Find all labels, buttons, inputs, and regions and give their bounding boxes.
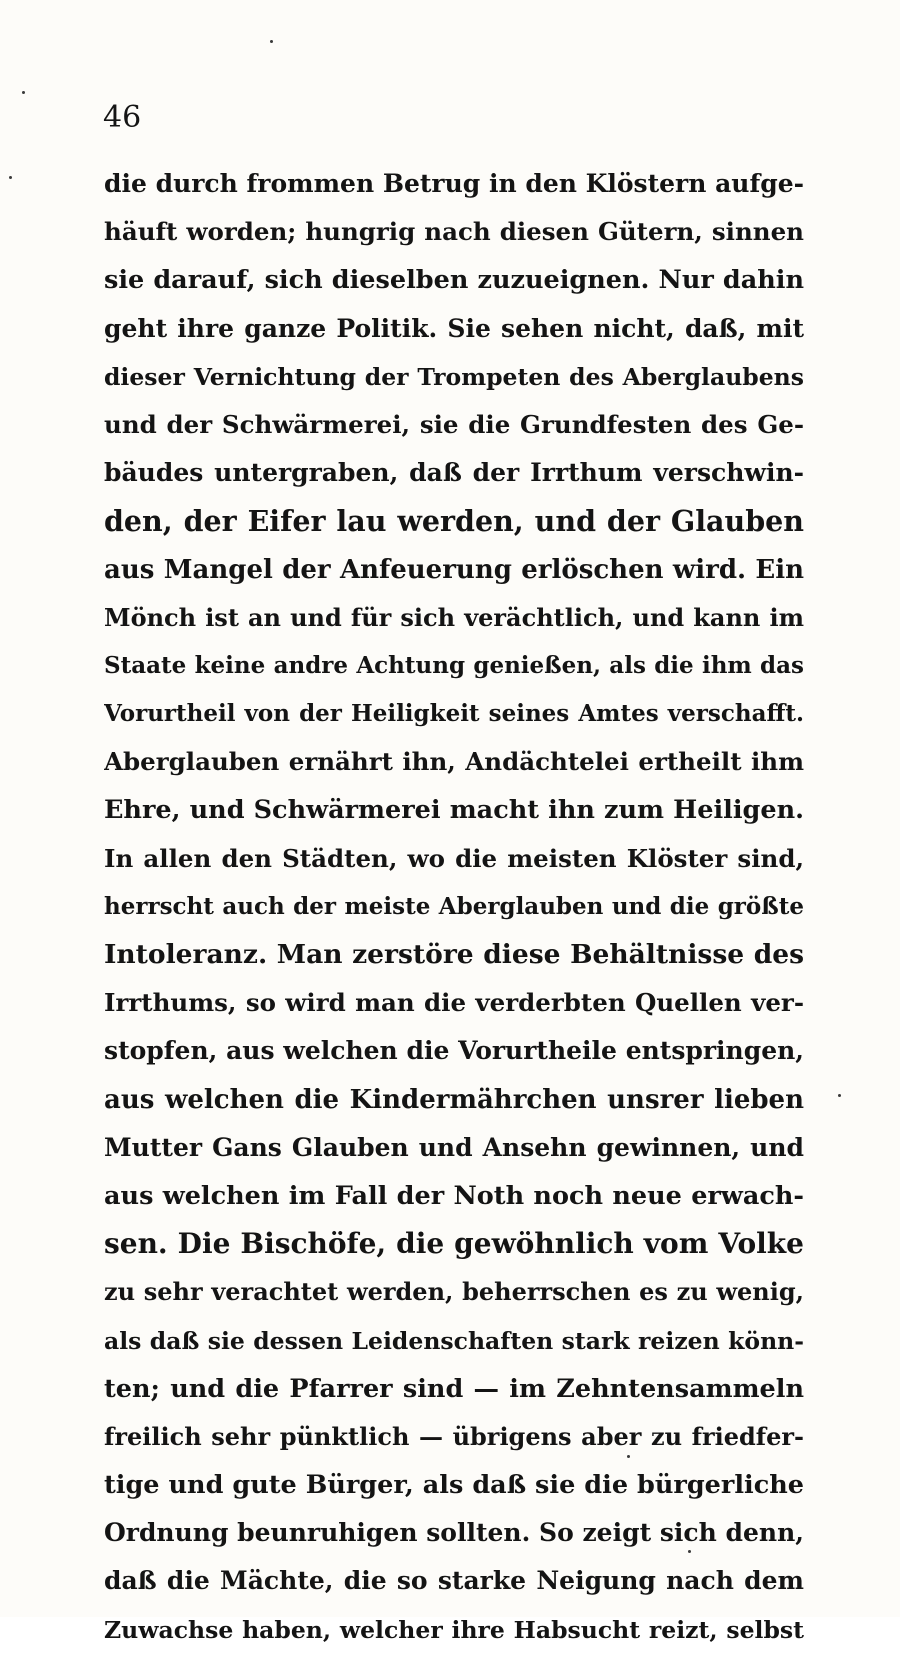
text-line: den, der Eifer lau werden, und der Glauben — [104, 504, 804, 539]
text-line: stopfen, aus welchen die Vorurtheile entspringen, — [104, 1036, 804, 1066]
text-line: Vorurtheil von der Heiligkeit seines Amtes verschafft. — [104, 700, 804, 728]
text-line: freilich sehr pünktlich — übrigens aber zu friedfer- — [104, 1421, 804, 1451]
text-line: tige und gute Bürger, als daß sie die bürgerliche — [104, 1470, 804, 1501]
text-line: bäudes untergraben, daß der Irrthum verschwin- — [104, 458, 804, 488]
text-line: die durch frommen Betrug in den Klöstern aufge- — [104, 169, 804, 198]
body-text — [104, 160, 804, 1654]
ink-speck — [838, 1094, 841, 1097]
text-line: häuft worden; hungrig nach diesen Gütern, sinnen — [104, 217, 804, 247]
text-line: aus welchen im Fall der Noth noch neue erwach- — [104, 1180, 804, 1211]
text-line: Intoleranz. Man zerstöre diese Behältnisse des — [104, 939, 804, 970]
text-line: daß die Mächte, die so starke Neigung nach dem — [104, 1566, 804, 1596]
text-line: geht ihre ganze Politik. Sie sehen nicht, daß, mit — [104, 313, 804, 343]
text-line: ten; und die Pfarrer sind — im Zehntensammeln — [104, 1373, 804, 1404]
text-line: dieser Vernichtung der Trompeten des Aberglaubens — [104, 362, 804, 391]
ink-speck — [22, 91, 25, 94]
text-line: Mutter Gans Glauben und Ansehn gewinnen, und — [104, 1132, 804, 1162]
ink-speck — [9, 176, 12, 179]
text-line: als daß sie dessen Leidenschaften stark reizen könn- — [104, 1326, 804, 1355]
text-line: Zuwachse haben, welcher ihre Habsucht reizt, selbst — [104, 1615, 804, 1644]
text-line: Ehre, und Schwärmerei macht ihn zum Heiligen. — [104, 795, 804, 826]
page-number: 46 — [103, 100, 142, 135]
text-line: In allen den Städten, wo die meisten Klöster sind, — [104, 843, 804, 873]
text-line: Staate keine andre Achtung genießen, als die ihm das — [104, 651, 804, 679]
text-line: und der Schwärmerei, sie die Grundfesten des Ge- — [104, 409, 804, 439]
text-line: sie darauf, sich dieselben zuzueignen. Nur dahin — [104, 265, 804, 296]
text-line: Mönch ist an und für sich verächtlich, und kann im — [104, 602, 804, 632]
text-line: zu sehr verachtet werden, beherrschen es zu wenig, — [104, 1277, 804, 1307]
text-line: herrscht auch der meiste Aberglauben und die größte — [104, 892, 804, 920]
text-line: Ordnung beunruhigen sollten. So zeigt sich denn, — [104, 1518, 804, 1548]
text-line: sen. Die Bischöfe, die gewöhnlich vom Volke — [104, 1227, 804, 1261]
ink-speck — [270, 40, 273, 43]
text-line: aus welchen die Kindermährchen unsrer lieben — [104, 1084, 804, 1115]
text-line: aus Mangel der Anfeuerung erlöschen wird. Ein — [104, 554, 804, 585]
text-line: Aberglauben ernährt ihn, Andächtelei ertheilt ihm — [104, 747, 804, 777]
text-line: Irrthums, so wird man die verderbten Quellen ver- — [104, 988, 804, 1018]
